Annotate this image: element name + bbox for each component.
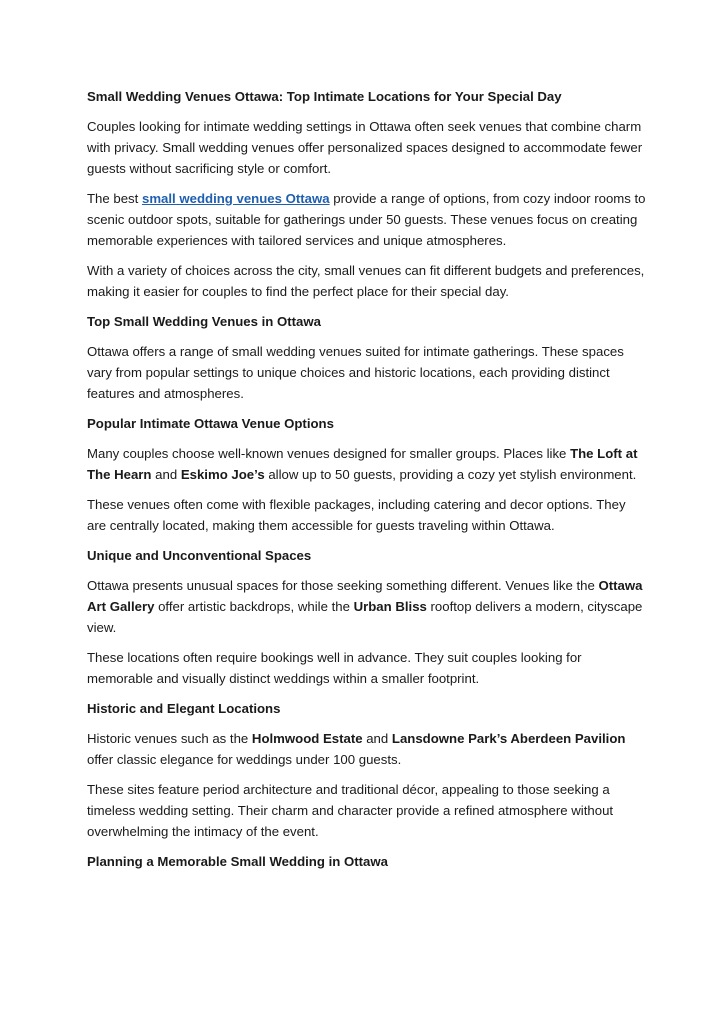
paragraph-top-venues: Ottawa offers a range of small wedding venues suited for intimate gatherings. These spaces vary from popular settings to unique choices and historic locations, each providing distinct features and atmospheres. bbox=[87, 344, 624, 401]
text-segment: Ottawa presents unusual spaces for those seeking something different. Venues like the bbox=[87, 578, 599, 593]
heading-top-venues: Top Small Wedding Venues in Ottawa bbox=[87, 314, 321, 329]
text-segment: provide a range of options, from cozy indoor rooms to scenic outdoor spots, suitable for gatherings under 50 guests. These venues focus on creating memorable experiences with tailored services and unique atmospheres. bbox=[87, 191, 646, 248]
text-segment: Many couples choose well-known venues designed for smaller groups. Places like bbox=[87, 446, 571, 461]
text-segment: rooftop delivers a modern, cityscape view. bbox=[87, 599, 643, 635]
venue-name: Lansdowne Park’s Aberdeen Pavilion bbox=[391, 731, 626, 746]
paragraph-popular bbox=[87, 443, 647, 485]
paragraph-historic bbox=[87, 728, 647, 770]
paragraph-variety: With a variety of choices across the city, small venues can fit different budgets and preferences, making it easier for couples to find the perfect place for their special day. bbox=[87, 263, 645, 299]
venue-name: Eskimo Joe’s bbox=[180, 467, 265, 482]
paragraph-historic-2: These sites feature period architecture and traditional décor, appealing to those seeking a timeless wedding setting. Their charm and character provide a refined atmosphere without overwhelming the intimacy of the event. bbox=[87, 782, 614, 839]
paragraph-unique bbox=[87, 575, 647, 638]
paragraph-best-venues bbox=[87, 188, 647, 251]
heading-historic-locations: Historic and Elegant Locations bbox=[87, 701, 281, 716]
text-segment: offer classic elegance for weddings under 100 guests. bbox=[87, 752, 402, 767]
heading-popular-options: Popular Intimate Ottawa Venue Options bbox=[87, 416, 334, 431]
heading-unique-spaces: Unique and Unconventional Spaces bbox=[87, 548, 312, 563]
small-wedding-venues-link[interactable]: small wedding venues Ottawa bbox=[141, 191, 330, 206]
text-segment: and bbox=[362, 731, 392, 746]
text-segment: offer artistic backdrops, while the bbox=[154, 599, 354, 614]
document-page bbox=[87, 86, 647, 881]
venue-name: Urban Bliss bbox=[353, 599, 427, 614]
intro-paragraph: Couples looking for intimate wedding settings in Ottawa often seek venues that combine charm with privacy. Small wedding venues offer personalized spaces designed to accommodate fewer guests without sacrificing style or comfort. bbox=[87, 119, 643, 176]
venue-name: Ottawa Art Gallery bbox=[87, 578, 643, 614]
text-segment: Historic venues such as the bbox=[87, 731, 252, 746]
document-title: Small Wedding Venues Ottawa: Top Intimate Locations for Your Special Day bbox=[87, 89, 562, 104]
heading-planning: Planning a Memorable Small Wedding in Ottawa bbox=[87, 854, 388, 869]
venue-name: Holmwood Estate bbox=[251, 731, 363, 746]
text-segment: allow up to 50 guests, providing a cozy yet stylish environment. bbox=[264, 467, 637, 482]
text-segment: and bbox=[151, 467, 181, 482]
venue-name: The Loft at The Hearn bbox=[87, 446, 638, 482]
paragraph-unique-2: These locations often require bookings well in advance. They suit couples looking for memorable and visually distinct weddings within a smaller footprint. bbox=[87, 650, 582, 686]
text-segment: The best bbox=[87, 191, 142, 206]
paragraph-popular-2: These venues often come with flexible packages, including catering and decor options. They are centrally located, making them accessible for guests traveling within Ottawa. bbox=[87, 497, 626, 533]
